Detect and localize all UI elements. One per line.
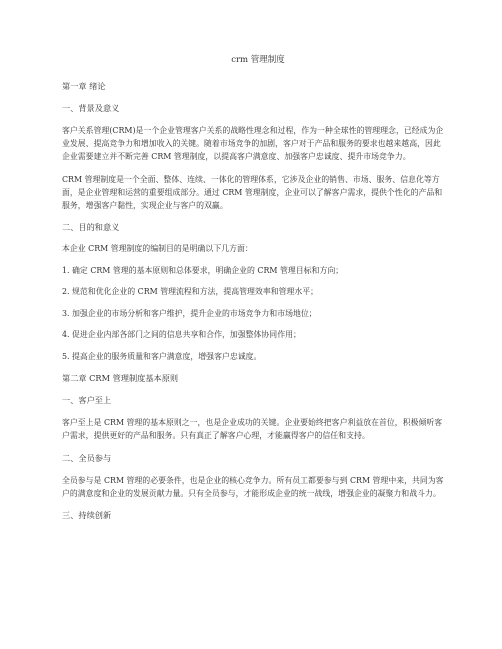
customer-first-paragraph: 客户至上是 CRM 管理的基本原则之一，也是企业成功的关键。企业要始终把客户利益放在首位，积极倾听客户需求，提供更好的产品和服务。只有真正了解客户心理，才能赢得客户的信任和支持。 bbox=[62, 418, 443, 441]
purpose-list-item: 4. 促进企业内部各部门之间的信息共享和合作，加强整体协同作用； bbox=[62, 330, 301, 340]
document-title: crm 管理制度 bbox=[231, 55, 285, 65]
full-participation-paragraph: 全员参与是 CRM 管理的必要条件，也是企业的核心竞争力。所有员工都要参与到 CRM 管理中来，共同为客户的满意度和企业的发展贡献力量。只有全员参与，才能形成企业的统一战线，增强企业的凝聚力和战斗力。 bbox=[62, 475, 444, 498]
background-paragraph-2: CRM 管理制度是一个全面、整体、连续、一体化的管理体系，它涉及企业的销售、市场、服务、信息化等方面，是企业管理和运营的重要组成部分。通过 CRM 管理制度，企业可以了解客户需求，提供个性化的产品和服务，增强客户黏性，实现企业与客户的双赢。 bbox=[62, 174, 443, 211]
section-full-participation-heading: 二、全员参与 bbox=[62, 452, 112, 463]
purpose-list-item: 2. 规范和优化企业的 CRM 管理流程和方法，提高管理效率和管理水平； bbox=[62, 287, 319, 297]
section-customer-first-heading: 一、客户至上 bbox=[62, 395, 112, 406]
purpose-list-item: 5. 提高企业的服务质量和客户满意度，增强客户忠诚度。 bbox=[62, 351, 262, 361]
section-background-heading: 一、背景及意义 bbox=[62, 103, 120, 113]
chapter-2-title: 第二章 CRM 管理制度基本原则 bbox=[62, 373, 179, 384]
background-paragraph-1: 客户关系管理(CRM)是一个企业管理客户关系的战略性理念和过程，作为一种全球性的管理理念，已经成为企业发展、提高竞争力和增加收入的关键。随着市场竞争的加剧，客户对于产品和服务的要求也越来越高，因此企业需要建立并不断完善 CRM 管理制度，以提高客户满意度、加强客户忠诚度、提升市场竞争力。 bbox=[62, 126, 444, 162]
chapter-1-title: 第一章 绪论 bbox=[62, 81, 106, 91]
purpose-intro: 本企业 CRM 管理制度的编制目的是明确以下几方面： bbox=[62, 244, 253, 254]
section-purpose-heading: 二、目的和意义 bbox=[62, 222, 120, 233]
purpose-list-item: 3. 加强企业的市场分析和客户维护，提升企业的市场竞争力和市场地位； bbox=[62, 308, 317, 318]
section-continuous-innovation-heading: 三、持续创新 bbox=[62, 510, 112, 521]
purpose-list-item: 1. 确定 CRM 管理的基本原则和总体要求，明确企业的 CRM 管理目标和方向； bbox=[62, 265, 344, 275]
